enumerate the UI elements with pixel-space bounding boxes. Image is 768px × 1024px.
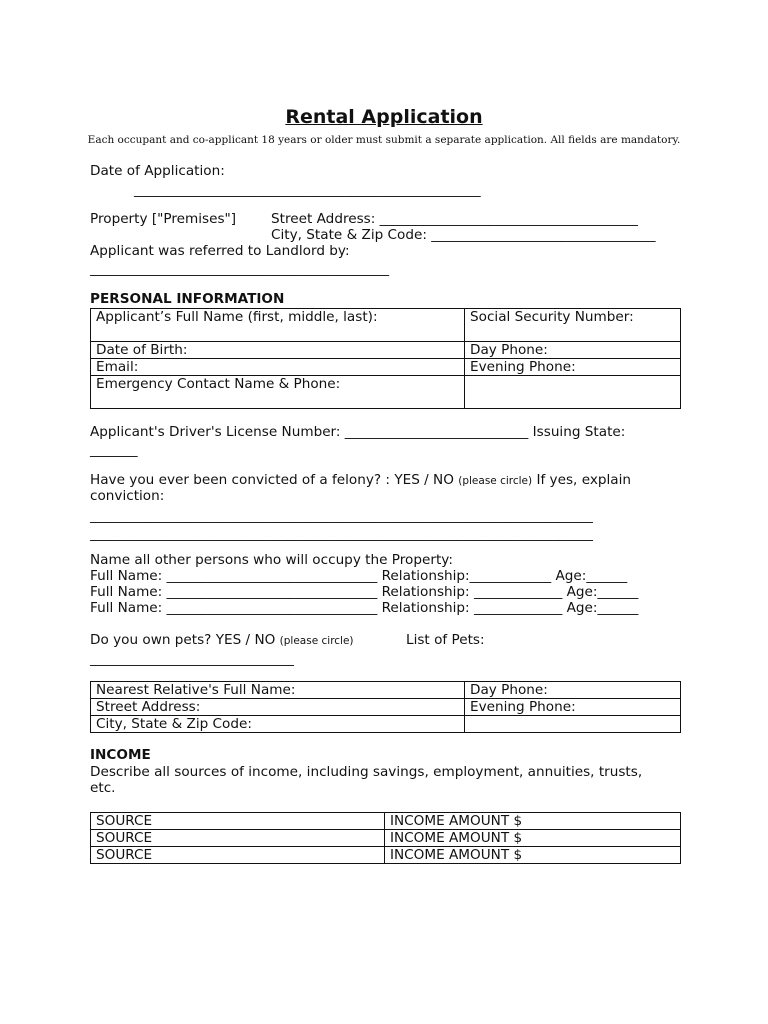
- felony-circle-note: (please circle): [458, 475, 533, 487]
- referral-field[interactable]: ____________________________________________: [90, 261, 390, 277]
- pets-question: [90, 632, 354, 649]
- income-source-cell[interactable]: SOURCE: [91, 813, 385, 830]
- ssn-cell[interactable]: Social Security Number:: [465, 309, 681, 342]
- relative-street-cell[interactable]: Street Address:: [91, 699, 465, 716]
- issuing-state-field[interactable]: _______: [90, 442, 138, 458]
- document-title: Rental Application: [285, 106, 483, 128]
- occupants-intro: Name all other persons who will occupy the Property:: [90, 552, 453, 568]
- income-source-cell[interactable]: SOURCE: [91, 847, 385, 864]
- date-of-application-field[interactable]: ___________________________________________________: [134, 182, 481, 198]
- day-phone-cell[interactable]: Day Phone:: [465, 342, 681, 359]
- city-state-zip-field[interactable]: City, State & Zip Code: _________________________________: [271, 227, 656, 243]
- income-table: [90, 812, 681, 864]
- pets-list-label: List of Pets:: [406, 632, 485, 648]
- income-heading: INCOME: [90, 747, 151, 763]
- referral-label: Applicant was referred to Landlord by:: [90, 243, 350, 259]
- property-label: Property ["Premises"]: [90, 211, 237, 227]
- felony-explain-text: If yes, explain: [532, 472, 631, 488]
- personal-info-table: [90, 308, 681, 409]
- pets-question-text: Do you own pets? YES / NO: [90, 632, 280, 648]
- relative-blank-cell[interactable]: [465, 716, 681, 733]
- relative-name-cell[interactable]: Nearest Relative's Full Name:: [91, 682, 465, 699]
- income-amount-cell[interactable]: INCOME AMOUNT $: [385, 813, 681, 830]
- date-of-application-label: Date of Application:: [90, 163, 225, 179]
- street-address-field[interactable]: Street Address: ______________________________________: [271, 211, 638, 227]
- felony-question-text: Have you ever been convicted of a felony? : YES / NO: [90, 472, 459, 488]
- personal-info-heading: PERSONAL INFORMATION: [90, 291, 285, 307]
- felony-question: [90, 472, 631, 489]
- relative-day-phone-cell[interactable]: Day Phone:: [465, 682, 681, 699]
- occupant-row[interactable]: Full Name: _______________________________ Relationship: _____________ Age:______: [90, 600, 639, 616]
- relative-table: [90, 681, 681, 733]
- income-amount-cell[interactable]: INCOME AMOUNT $: [385, 830, 681, 847]
- license-line[interactable]: Applicant's Driver's License Number: ___________________________ Issuing State:: [90, 424, 626, 440]
- income-description: Describe all sources of income, including savings, employment, annuities, trusts,: [90, 764, 643, 780]
- occupant-row[interactable]: Full Name: _______________________________ Relationship:____________ Age:______: [90, 568, 628, 584]
- felony-explain-field-1[interactable]: __________________________________________________________________________: [90, 508, 593, 524]
- pets-list-field[interactable]: ______________________________: [90, 651, 294, 667]
- evening-phone-cell[interactable]: Evening Phone:: [465, 359, 681, 376]
- dob-cell[interactable]: Date of Birth:: [91, 342, 465, 359]
- pets-circle-note: (please circle): [279, 635, 354, 647]
- income-source-cell[interactable]: SOURCE: [91, 830, 385, 847]
- relative-city-cell[interactable]: City, State & Zip Code:: [91, 716, 465, 733]
- relative-evening-phone-cell[interactable]: Evening Phone:: [465, 699, 681, 716]
- income-amount-cell[interactable]: INCOME AMOUNT $: [385, 847, 681, 864]
- emergency-contact-cell[interactable]: Emergency Contact Name & Phone:: [91, 376, 465, 409]
- occupant-row[interactable]: Full Name: _______________________________ Relationship: _____________ Age:______: [90, 584, 639, 600]
- emergency-blank-cell[interactable]: [465, 376, 681, 409]
- document-subtitle: Each occupant and co-applicant 18 years or older must submit a separate application. All fields are mandatory.: [87, 134, 681, 146]
- full-name-cell[interactable]: Applicant’s Full Name (first, middle, last):: [91, 309, 465, 342]
- income-row: [91, 830, 681, 847]
- felony-explain-field-2[interactable]: __________________________________________________________________________: [90, 526, 593, 542]
- felony-conviction-label: conviction:: [90, 488, 165, 504]
- income-row: [91, 813, 681, 830]
- email-cell[interactable]: Email:: [91, 359, 465, 376]
- income-description-cont: etc.: [90, 780, 116, 796]
- income-row: [91, 847, 681, 864]
